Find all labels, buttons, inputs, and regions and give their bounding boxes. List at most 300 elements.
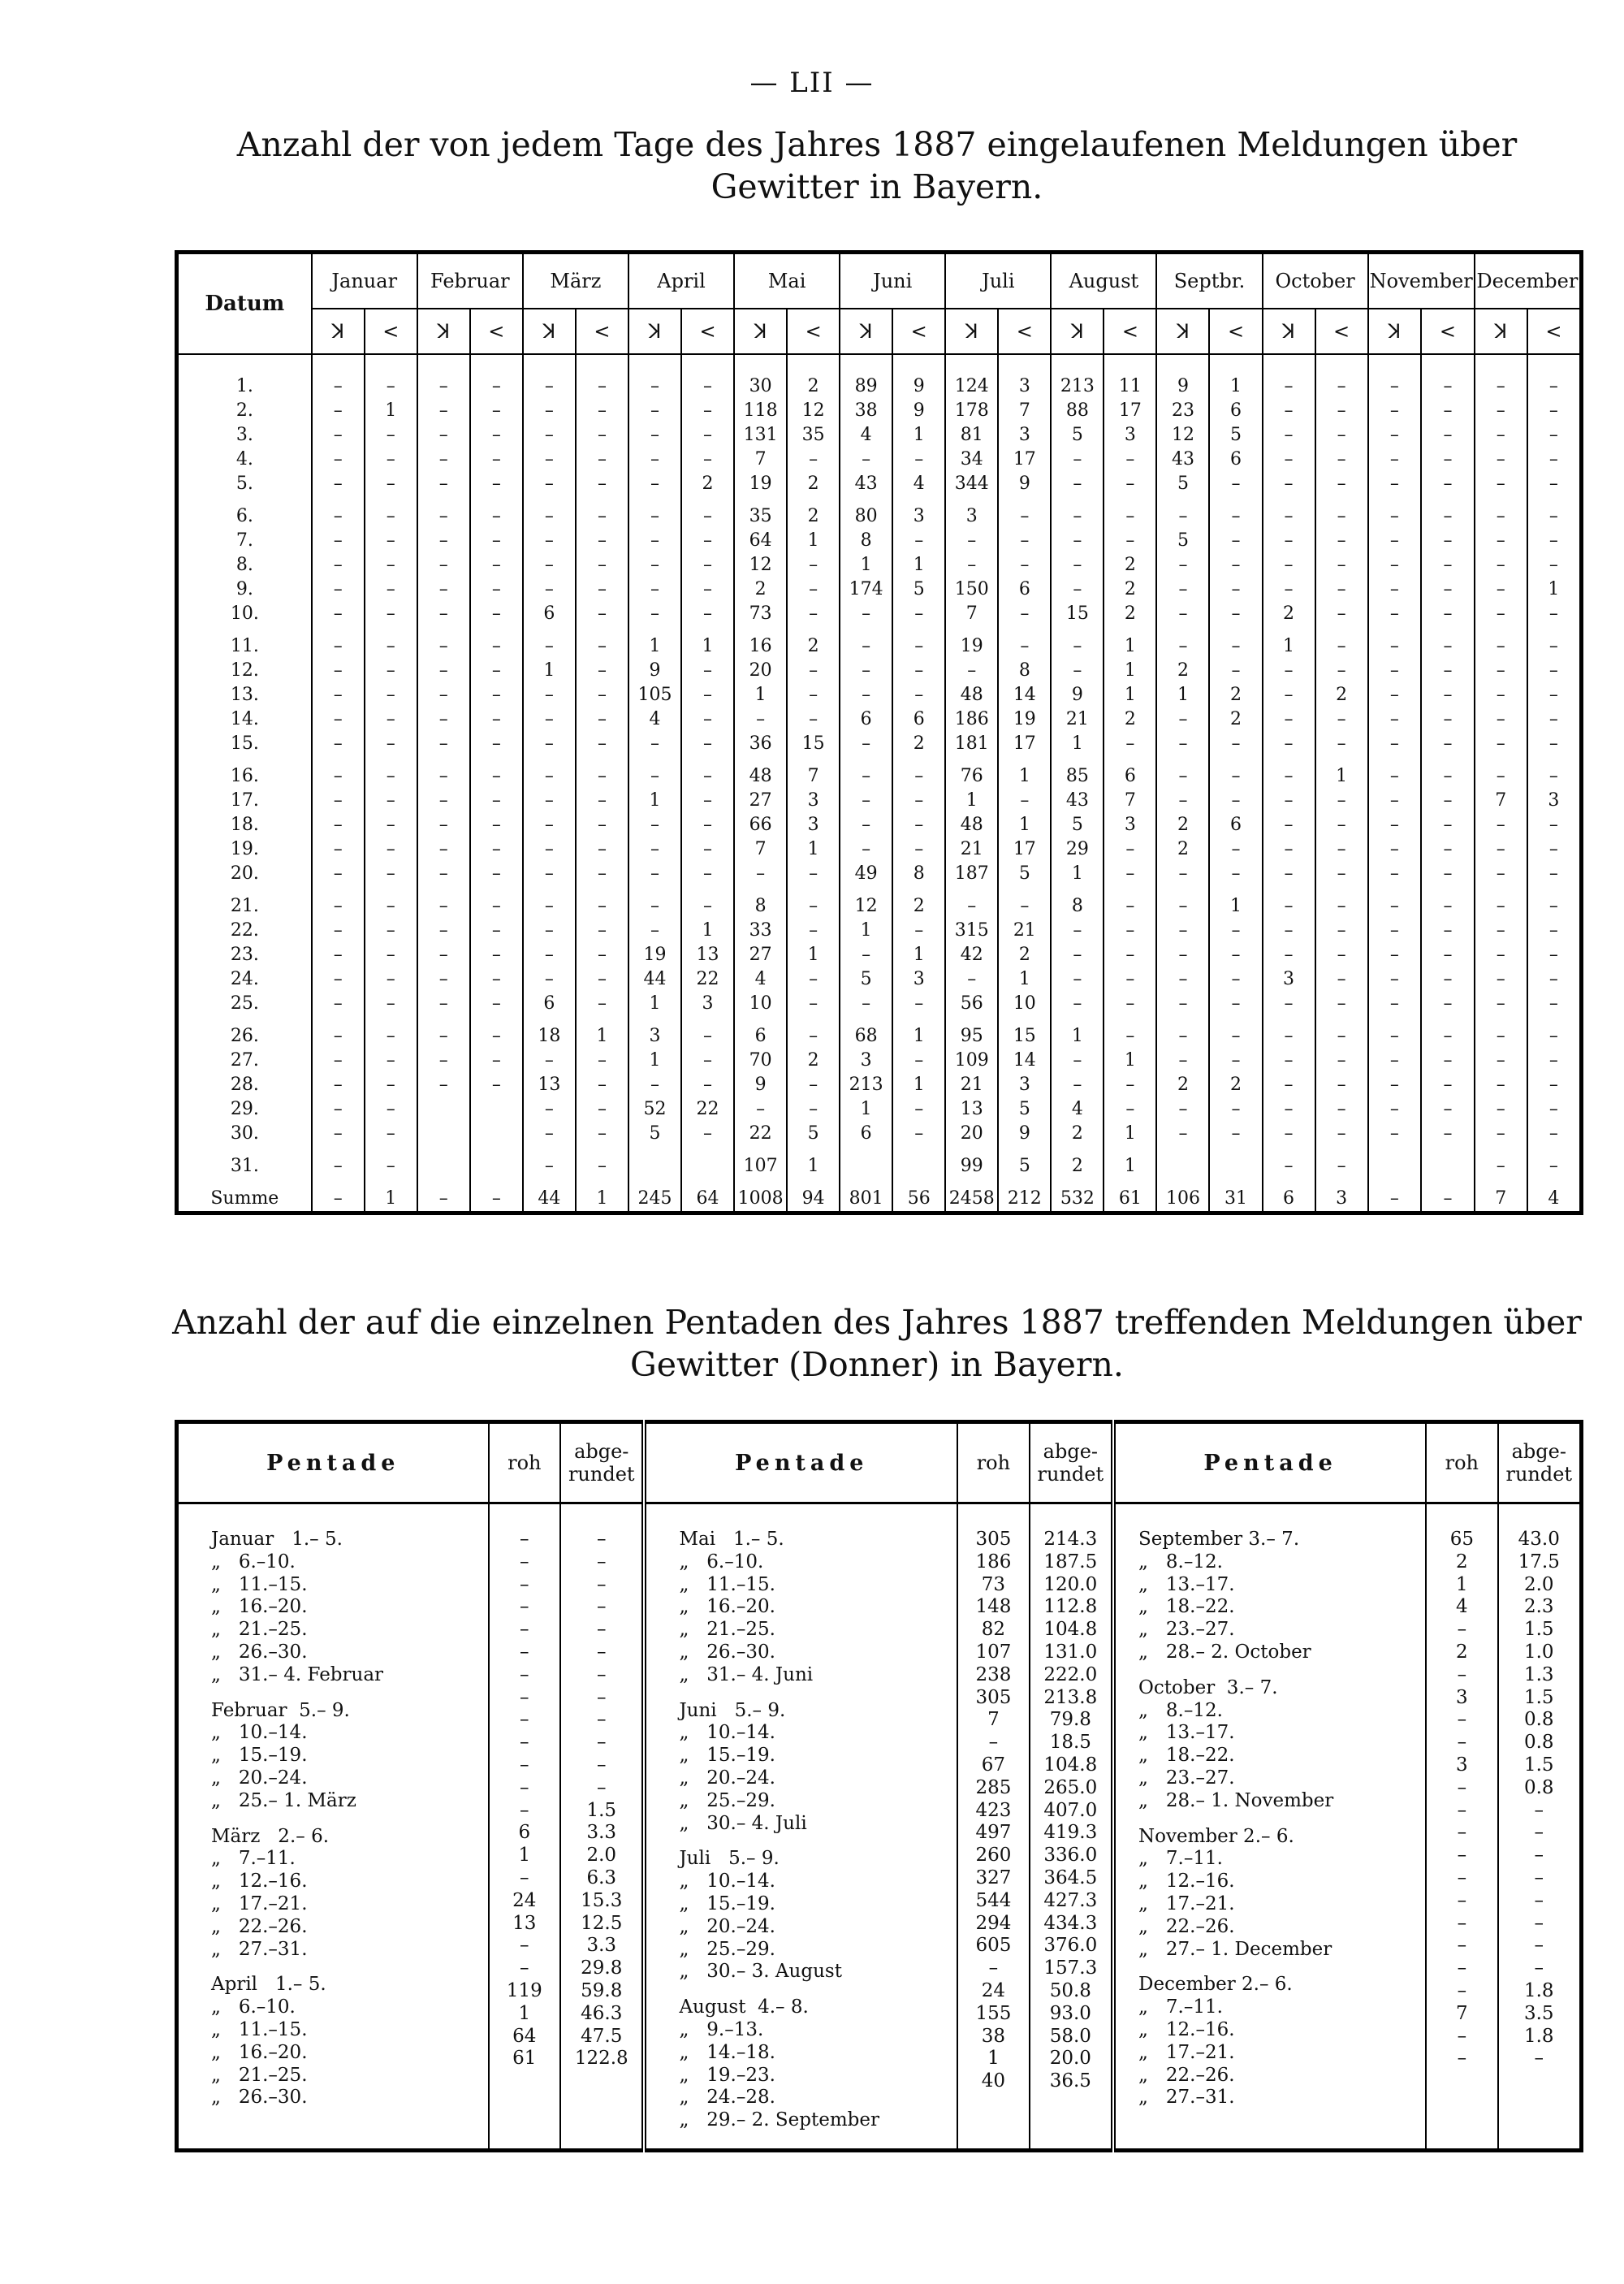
- count-cell: –: [312, 423, 365, 448]
- thunder-symbol: ꓘ: [523, 309, 576, 354]
- count-cell: 245: [628, 1179, 681, 1213]
- group-spacer: [211, 1813, 488, 1826]
- pentad-label: December 2.– 6.: [1138, 1974, 1293, 1996]
- pentad-label: „ 7.–11.: [1138, 1848, 1223, 1870]
- count-cell: –: [1368, 626, 1422, 659]
- roh-value: 423: [975, 1799, 1012, 1821]
- count-cell: –: [1475, 1097, 1527, 1122]
- count-cell: 801: [840, 1179, 892, 1213]
- count-cell: –: [1263, 1049, 1315, 1073]
- count-cell: –: [312, 1179, 365, 1213]
- roh-value: 605: [975, 1935, 1012, 1957]
- abgerundet-value: 120.0: [1043, 1573, 1098, 1595]
- count-cell: –: [523, 707, 576, 732]
- count-cell: 3: [1104, 813, 1156, 837]
- roh-value: 7: [1456, 2002, 1468, 2024]
- count-cell: –: [1051, 1073, 1104, 1097]
- count-cell: –: [1051, 919, 1104, 943]
- count-cell: 9: [998, 1122, 1051, 1146]
- count-cell: –: [998, 529, 1051, 553]
- abgerundet-header: abge- rundet: [560, 1422, 644, 1503]
- count-cell: –: [1475, 577, 1527, 602]
- count-cell: –: [1315, 789, 1368, 813]
- count-cell: –: [1263, 707, 1315, 732]
- count-cell: –: [628, 886, 681, 919]
- pentad-label: „ 23.–27.: [1138, 1619, 1235, 1641]
- abgerundet-value: 222.0: [1043, 1663, 1098, 1685]
- count-cell: –: [681, 1122, 734, 1146]
- count-cell: –: [1421, 577, 1475, 602]
- count-cell: –: [1527, 529, 1582, 553]
- pentad-label: „ 8.–12.: [1138, 1551, 1223, 1572]
- count-cell: –: [365, 1097, 417, 1122]
- count-cell: –: [417, 553, 470, 577]
- count-cell: –: [365, 496, 417, 529]
- roh-value: –: [1457, 1935, 1467, 1957]
- abgerundet-value: –: [1534, 1799, 1544, 1821]
- pentad-label: „ 22.–26.: [1138, 2064, 1235, 2086]
- count-cell: 1: [787, 1146, 840, 1179]
- roh-value: 305: [975, 1686, 1012, 1708]
- count-cell: –: [1421, 789, 1475, 813]
- count-cell: –: [1421, 992, 1475, 1016]
- count-cell: –: [1527, 1122, 1582, 1146]
- count-cell: –: [1263, 683, 1315, 707]
- day-row: [177, 1146, 1582, 1179]
- pentad-label: „ 17.–21.: [1138, 2041, 1235, 2063]
- count-cell: 1: [1315, 756, 1368, 789]
- count-cell: 2: [681, 472, 734, 496]
- count-cell: –: [628, 732, 681, 756]
- pentade-header: Pentade: [177, 1422, 489, 1503]
- pentad-label: „ 20.–24.: [211, 1767, 308, 1789]
- count-cell: –: [1368, 496, 1422, 529]
- roh-value: 119: [506, 1979, 542, 2001]
- count-cell: –: [312, 472, 365, 496]
- count-cell: 8: [892, 862, 945, 886]
- count-cell: –: [681, 756, 734, 789]
- roh-value: 497: [975, 1822, 1012, 1844]
- count-cell: –: [312, 553, 365, 577]
- count-cell: 1: [892, 423, 945, 448]
- day-label: 9.: [177, 577, 312, 602]
- count-cell: 4: [1527, 1179, 1582, 1213]
- count-cell: 2: [1263, 602, 1315, 626]
- day-row: [177, 423, 1582, 448]
- count-cell: 3: [787, 813, 840, 837]
- count-cell: –: [840, 837, 892, 862]
- count-cell: 13: [945, 1097, 998, 1122]
- count-cell: –: [681, 886, 734, 919]
- count-cell: –: [1156, 943, 1209, 967]
- count-cell: –: [628, 472, 681, 496]
- count-cell: –: [1104, 943, 1156, 967]
- count-cell: –: [681, 862, 734, 886]
- pentad-label: „ 6.–10.: [211, 1551, 296, 1572]
- count-cell: –: [523, 423, 576, 448]
- count-cell: –: [840, 789, 892, 813]
- count-cell: –: [1475, 602, 1527, 626]
- count-cell: –: [1527, 553, 1582, 577]
- count-cell: –: [1209, 1016, 1262, 1049]
- count-cell: 2: [734, 577, 787, 602]
- count-cell: –: [365, 732, 417, 756]
- count-cell: 6: [1209, 399, 1262, 423]
- count-cell: –: [417, 1073, 470, 1097]
- count-cell: –: [1156, 789, 1209, 813]
- count-cell: –: [1421, 862, 1475, 886]
- count-cell: –: [787, 1073, 840, 1097]
- count-cell: –: [576, 813, 628, 837]
- count-cell: 1: [892, 1073, 945, 1097]
- thunder-symbol: ꓘ: [417, 309, 470, 354]
- roh-value: –: [1457, 1732, 1467, 1754]
- count-cell: 9: [1051, 683, 1104, 707]
- count-cell: –: [628, 577, 681, 602]
- abgerundet-value: 58.0: [1049, 2025, 1091, 2047]
- pentad-label: „ 12.–16.: [211, 1871, 308, 1893]
- count-cell: –: [998, 496, 1051, 529]
- count-cell: 43: [840, 472, 892, 496]
- count-cell: –: [628, 399, 681, 423]
- thunder-symbol: ꓘ: [628, 309, 681, 354]
- count-cell: –: [470, 837, 523, 862]
- count-cell: –: [365, 354, 417, 399]
- roh-value: 260: [975, 1845, 1012, 1867]
- count-cell: –: [417, 992, 470, 1016]
- count-cell: –: [1527, 683, 1582, 707]
- count-cell: –: [312, 577, 365, 602]
- count-cell: –: [365, 919, 417, 943]
- count-cell: –: [470, 659, 523, 683]
- roh-value: 186: [975, 1551, 1012, 1572]
- count-cell: –: [1104, 919, 1156, 943]
- count-cell: 2: [1156, 837, 1209, 862]
- abgerundet-value: 6.3: [586, 1867, 617, 1888]
- pentad-label: „ 31.– 4. Juni: [679, 1663, 814, 1685]
- day-label: 4.: [177, 448, 312, 472]
- day-label: 21.: [177, 886, 312, 919]
- sum-row: [177, 1179, 1582, 1213]
- roh-value: –: [520, 1732, 529, 1754]
- count-cell: 2: [787, 472, 840, 496]
- pentad-label: August 4.– 8.: [679, 1996, 809, 2018]
- roh-value: 294: [975, 1912, 1012, 1934]
- count-cell: –: [1368, 1049, 1422, 1073]
- count-cell: 3: [1315, 1179, 1368, 1213]
- count-cell: –: [787, 659, 840, 683]
- count-cell: –: [681, 423, 734, 448]
- pentad-label: „ 10.–14.: [211, 1722, 308, 1744]
- count-cell: 7: [1475, 1179, 1527, 1213]
- count-cell: –: [892, 448, 945, 472]
- count-cell: 5: [1051, 813, 1104, 837]
- count-cell: 5: [1051, 423, 1104, 448]
- count-cell: –: [1527, 423, 1582, 448]
- count-cell: 21: [998, 919, 1051, 943]
- count-cell: –: [1315, 967, 1368, 992]
- count-cell: 8: [734, 886, 787, 919]
- lightning-symbol: <: [576, 309, 628, 354]
- count-cell: –: [787, 886, 840, 919]
- count-cell: –: [1156, 602, 1209, 626]
- count-cell: –: [628, 529, 681, 553]
- count-cell: –: [576, 496, 628, 529]
- abgerundet-value: 50.8: [1049, 1979, 1091, 2001]
- count-cell: –: [1421, 354, 1475, 399]
- count-cell: –: [1475, 756, 1527, 789]
- abgerundet-value: 104.8: [1043, 1754, 1098, 1776]
- count-cell: –: [365, 789, 417, 813]
- count-cell: –: [1104, 1097, 1156, 1122]
- month-header: Januar: [312, 253, 417, 309]
- thunder-symbol: ꓘ: [1368, 309, 1422, 354]
- count-cell: –: [312, 1146, 365, 1179]
- abgerundet-value: 1.5: [1523, 1619, 1554, 1641]
- count-cell: –: [1209, 862, 1262, 886]
- count-cell: 1: [892, 553, 945, 577]
- pentad-label: „ 15.–19.: [211, 1745, 308, 1767]
- pentad-label: „ 6.–10.: [211, 1996, 296, 2018]
- count-cell: –: [1051, 943, 1104, 967]
- count-cell: –: [1263, 919, 1315, 943]
- count-cell: –: [417, 354, 470, 399]
- count-cell: –: [1315, 1146, 1368, 1179]
- roh-value: –: [520, 1709, 529, 1731]
- count-cell: –: [1263, 862, 1315, 886]
- count-cell: –: [470, 943, 523, 967]
- count-cell: 1: [1209, 354, 1262, 399]
- count-cell: –: [1368, 683, 1422, 707]
- roh-value: –: [520, 1641, 529, 1663]
- count-cell: –: [365, 472, 417, 496]
- count-cell: –: [1368, 577, 1422, 602]
- count-cell: –: [365, 707, 417, 732]
- count-cell: 61: [1104, 1179, 1156, 1213]
- count-cell: 532: [1051, 1179, 1104, 1213]
- count-cell: –: [1368, 943, 1422, 967]
- count-cell: 3: [787, 789, 840, 813]
- lightning-symbol: <: [365, 309, 417, 354]
- count-cell: –: [1368, 1016, 1422, 1049]
- count-cell: –: [1475, 886, 1527, 919]
- thunder-symbol: ꓘ: [1475, 309, 1527, 354]
- day-label: 7.: [177, 529, 312, 553]
- count-cell: 22: [681, 967, 734, 992]
- count-cell: 5: [998, 1097, 1051, 1122]
- count-cell: –: [1527, 756, 1582, 789]
- pentad-label: „ 27.–31.: [1138, 2087, 1235, 2109]
- count-cell: –: [1421, 1073, 1475, 1097]
- day-label: 26.: [177, 1016, 312, 1049]
- count-cell: 181: [945, 732, 998, 756]
- abgerundet-value: –: [597, 1732, 607, 1754]
- count-cell: –: [1475, 529, 1527, 553]
- count-cell: 6: [1209, 448, 1262, 472]
- count-cell: 2: [1104, 707, 1156, 732]
- day-label: 28.: [177, 1073, 312, 1097]
- abgerundet-column-1: [560, 1503, 644, 2151]
- count-cell: –: [576, 602, 628, 626]
- count-cell: 89: [840, 354, 892, 399]
- count-cell: 213: [1051, 354, 1104, 399]
- daily-reports-table: [175, 250, 1583, 1215]
- count-cell: –: [628, 553, 681, 577]
- count-cell: 66: [734, 813, 787, 837]
- count-cell: –: [576, 1073, 628, 1097]
- count-cell: 2: [787, 626, 840, 659]
- count-cell: 9: [1156, 354, 1209, 399]
- count-cell: 1: [892, 1016, 945, 1049]
- count-cell: 124: [945, 354, 998, 399]
- count-cell: –: [1475, 1016, 1527, 1049]
- count-cell: –: [1421, 1122, 1475, 1146]
- pentad-label: „ 26.–30.: [211, 2087, 308, 2109]
- pentad-label: „ 6.–10.: [679, 1551, 764, 1572]
- count-cell: 2: [787, 354, 840, 399]
- count-cell: –: [1475, 862, 1527, 886]
- count-cell: 8: [1051, 886, 1104, 919]
- abgerundet-value: –: [597, 1709, 607, 1731]
- count-cell: –: [576, 756, 628, 789]
- count-cell: –: [523, 756, 576, 789]
- day-label: 10.: [177, 602, 312, 626]
- count-cell: –: [681, 529, 734, 553]
- count-cell: –: [1527, 448, 1582, 472]
- count-cell: 48: [945, 683, 998, 707]
- count-cell: –: [417, 529, 470, 553]
- count-cell: –: [787, 577, 840, 602]
- pentade-column-1: [177, 1503, 489, 2151]
- count-cell: –: [576, 862, 628, 886]
- roh-value: 238: [975, 1663, 1012, 1685]
- abgerundet-value: –: [597, 1551, 607, 1572]
- pentad-label: „ 27.–31.: [211, 1938, 308, 1960]
- count-cell: –: [365, 1049, 417, 1073]
- count-cell: 44: [628, 967, 681, 992]
- count-cell: –: [523, 967, 576, 992]
- count-cell: 109: [945, 1049, 998, 1073]
- count-cell: –: [1315, 862, 1368, 886]
- day-label: 30.: [177, 1122, 312, 1146]
- count-cell: –: [1527, 472, 1582, 496]
- pentad-label: „ 25.–29.: [679, 1789, 775, 1811]
- count-cell: –: [576, 1122, 628, 1146]
- count-cell: –: [681, 399, 734, 423]
- abgerundet-value: 0.8: [1523, 1709, 1554, 1731]
- count-cell: 1: [787, 529, 840, 553]
- count-cell: –: [1315, 1097, 1368, 1122]
- count-cell: 95: [945, 1016, 998, 1049]
- count-cell: –: [1156, 1097, 1209, 1122]
- count-cell: –: [1104, 496, 1156, 529]
- day-label: 23.: [177, 943, 312, 967]
- count-cell: –: [945, 967, 998, 992]
- count-cell: –: [1315, 1049, 1368, 1073]
- count-cell: –: [1475, 992, 1527, 1016]
- abgerundet-value: 1.0: [1523, 1641, 1554, 1663]
- pentad-label: „ 12.–16.: [1138, 1871, 1235, 1893]
- count-cell: –: [1421, 886, 1475, 919]
- count-cell: –: [840, 756, 892, 789]
- count-cell: –: [312, 789, 365, 813]
- count-cell: –: [523, 919, 576, 943]
- abgerundet-value: –: [597, 1641, 607, 1663]
- count-cell: 6: [1263, 1179, 1315, 1213]
- lightning-symbol: <: [1421, 309, 1475, 354]
- pentad-label: „ 24.–28.: [679, 2087, 775, 2109]
- count-cell: –: [1263, 354, 1315, 399]
- count-cell: 34: [945, 448, 998, 472]
- count-cell: 38: [840, 399, 892, 423]
- day-label: 19.: [177, 837, 312, 862]
- count-cell: –: [1368, 707, 1422, 732]
- count-cell: –: [1315, 553, 1368, 577]
- count-cell: –: [1475, 967, 1527, 992]
- count-cell: –: [576, 354, 628, 399]
- day-row: [177, 707, 1582, 732]
- count-cell: –: [1263, 448, 1315, 472]
- pentad-label: October 3.– 7.: [1138, 1676, 1278, 1698]
- roh-value: 24: [512, 1889, 537, 1911]
- roh-value: –: [520, 1596, 529, 1618]
- count-cell: –: [576, 732, 628, 756]
- count-cell: 1: [576, 1016, 628, 1049]
- count-cell: –: [312, 496, 365, 529]
- count-cell: –: [417, 423, 470, 448]
- count-cell: –: [1368, 659, 1422, 683]
- roh-header: roh: [489, 1422, 561, 1503]
- count-cell: –: [1527, 1049, 1582, 1073]
- count-cell: –: [1156, 862, 1209, 886]
- count-cell: 1: [998, 813, 1051, 837]
- count-cell: –: [892, 683, 945, 707]
- count-cell: –: [1475, 496, 1527, 529]
- count-cell: –: [681, 496, 734, 529]
- count-cell: 2: [892, 732, 945, 756]
- count-cell: –: [1051, 553, 1104, 577]
- count-cell: –: [892, 602, 945, 626]
- count-cell: –: [628, 496, 681, 529]
- count-cell: –: [576, 553, 628, 577]
- abgerundet-value: 93.0: [1049, 2002, 1091, 2024]
- count-cell: –: [1209, 1049, 1262, 1073]
- count-cell: –: [1475, 1146, 1527, 1179]
- day-label: 8.: [177, 553, 312, 577]
- month-header: August: [1051, 253, 1156, 309]
- count-cell: 174: [840, 577, 892, 602]
- count-cell: 6: [840, 707, 892, 732]
- count-cell: 48: [734, 756, 787, 789]
- count-cell: –: [681, 602, 734, 626]
- count-cell: –: [840, 943, 892, 967]
- pentad-label: „ 14.–18.: [679, 2041, 775, 2063]
- count-cell: –: [1527, 496, 1582, 529]
- count-cell: –: [1104, 967, 1156, 992]
- count-cell: –: [1263, 992, 1315, 1016]
- count-cell: –: [470, 626, 523, 659]
- pentad-label: „ 26.–30.: [679, 1641, 775, 1663]
- day-row: [177, 1097, 1582, 1122]
- count-cell: –: [470, 683, 523, 707]
- pentad-label: März 2.– 6.: [211, 1825, 330, 1847]
- count-cell: 9: [892, 399, 945, 423]
- count-cell: –: [470, 602, 523, 626]
- count-cell: –: [1209, 943, 1262, 967]
- count-cell: 99: [945, 1146, 998, 1179]
- pentad-label: „ 10.–14.: [679, 1871, 775, 1893]
- count-cell: 1: [1104, 659, 1156, 683]
